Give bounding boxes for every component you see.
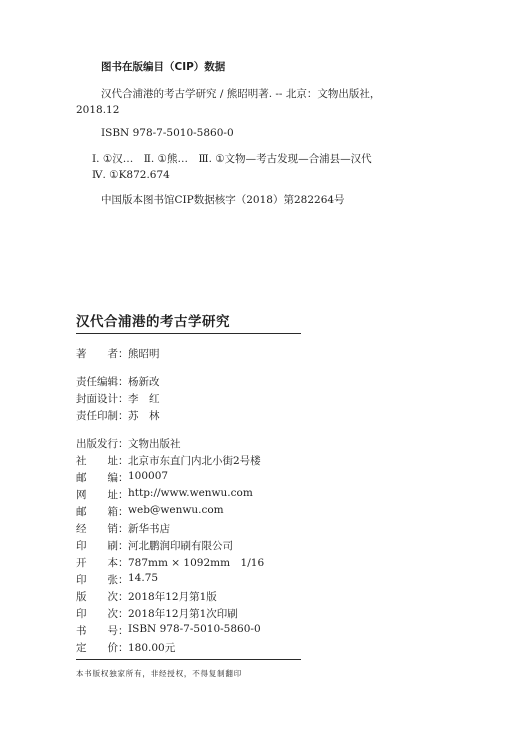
pub-sheets	[76, 572, 158, 587]
pub-postcode	[76, 470, 168, 485]
pub-isbn	[76, 623, 261, 638]
cip-isbn: ISBN 978-7-5010-5860-0	[101, 127, 234, 139]
pub-label: 书 号：	[76, 625, 129, 637]
pub-website	[76, 487, 253, 502]
credit-value: 熊昭明	[128, 348, 160, 360]
cip-subject-line1: Ⅰ. ①汉… Ⅱ. ①熊… Ⅲ. ①文物—考古发现—合浦县—汉代	[92, 153, 372, 165]
credit-author	[76, 346, 160, 361]
pub-address	[76, 453, 261, 468]
pub-label: 定 价：	[76, 642, 129, 654]
pub-label: 印 张：	[76, 574, 129, 586]
credit-value: 杨新改	[128, 376, 160, 388]
cip-entry-line1: 汉代合浦港的考古学研究 / 熊昭明著. -- 北京：文物出版社，	[101, 88, 381, 100]
cip-heading: 图书在版编目（CIP）数据	[101, 61, 226, 73]
pub-label: 印 刷：	[76, 540, 129, 552]
pub-value: ISBN 978-7-5010-5860-0	[128, 623, 261, 635]
pub-value: 787mm × 1092mm 1/16	[128, 557, 265, 569]
pub-value: 河北鹏润印刷有限公司	[128, 540, 233, 552]
pub-label: 经 销：	[76, 523, 129, 535]
pub-label: 邮 箱：	[76, 506, 129, 518]
pub-label: 出版发行：	[76, 438, 129, 450]
pub-value: 100007	[128, 470, 169, 482]
pub-value: web@wenwu.com	[128, 504, 224, 516]
pub-value: 文物出版社	[128, 438, 181, 450]
credit-label: 责任编辑：	[76, 376, 129, 388]
cip-subject-line2: Ⅳ. ①K872.674	[92, 169, 170, 181]
book-title: 汉代合浦港的考古学研究	[76, 314, 230, 330]
pub-value: 14.75	[128, 572, 159, 584]
credit-cover-design	[76, 391, 160, 406]
pub-label: 版 次：	[76, 591, 129, 603]
pub-printer	[76, 538, 233, 553]
bottom-divider	[76, 659, 301, 660]
pub-value: 北京市东直门内北小街2号楼	[128, 455, 261, 467]
title-divider	[76, 333, 301, 334]
pub-value: 2018年12月第1次印刷	[128, 608, 238, 620]
credit-label: 责任印制：	[76, 410, 129, 422]
pub-label: 印 次：	[76, 608, 129, 620]
credit-value: 李 红	[128, 393, 160, 405]
credit-value: 苏 林	[128, 410, 160, 422]
pub-value: 2018年12月第1版	[128, 591, 217, 603]
credit-label: 著 者：	[76, 348, 129, 360]
pub-label: 网 址：	[76, 489, 129, 501]
pub-label: 邮 编：	[76, 472, 129, 484]
pub-email	[76, 504, 224, 519]
credit-editor	[76, 374, 160, 389]
credit-label: 封面设计：	[76, 393, 129, 405]
pub-price	[76, 640, 175, 655]
pub-label: 社 址：	[76, 455, 129, 467]
pub-label: 开 本：	[76, 557, 129, 569]
pub-publisher	[76, 436, 181, 451]
cip-entry-line2: 2018.12	[76, 104, 120, 116]
pub-edition	[76, 589, 217, 604]
pub-distributor	[76, 521, 170, 536]
pub-value: 180.00元	[128, 642, 176, 654]
cip-number: 中国版本图书馆CIP数据核字（2018）第282264号	[101, 194, 345, 206]
pub-value: 新华书店	[128, 523, 170, 535]
pub-printing	[76, 606, 238, 621]
copyright-notice: 本书版权独家所有，非经授权，不得复制翻印	[76, 669, 242, 678]
pub-value: http://www.wenwu.com	[128, 487, 253, 499]
credit-print-supervisor	[76, 408, 160, 423]
pub-format	[76, 555, 264, 570]
